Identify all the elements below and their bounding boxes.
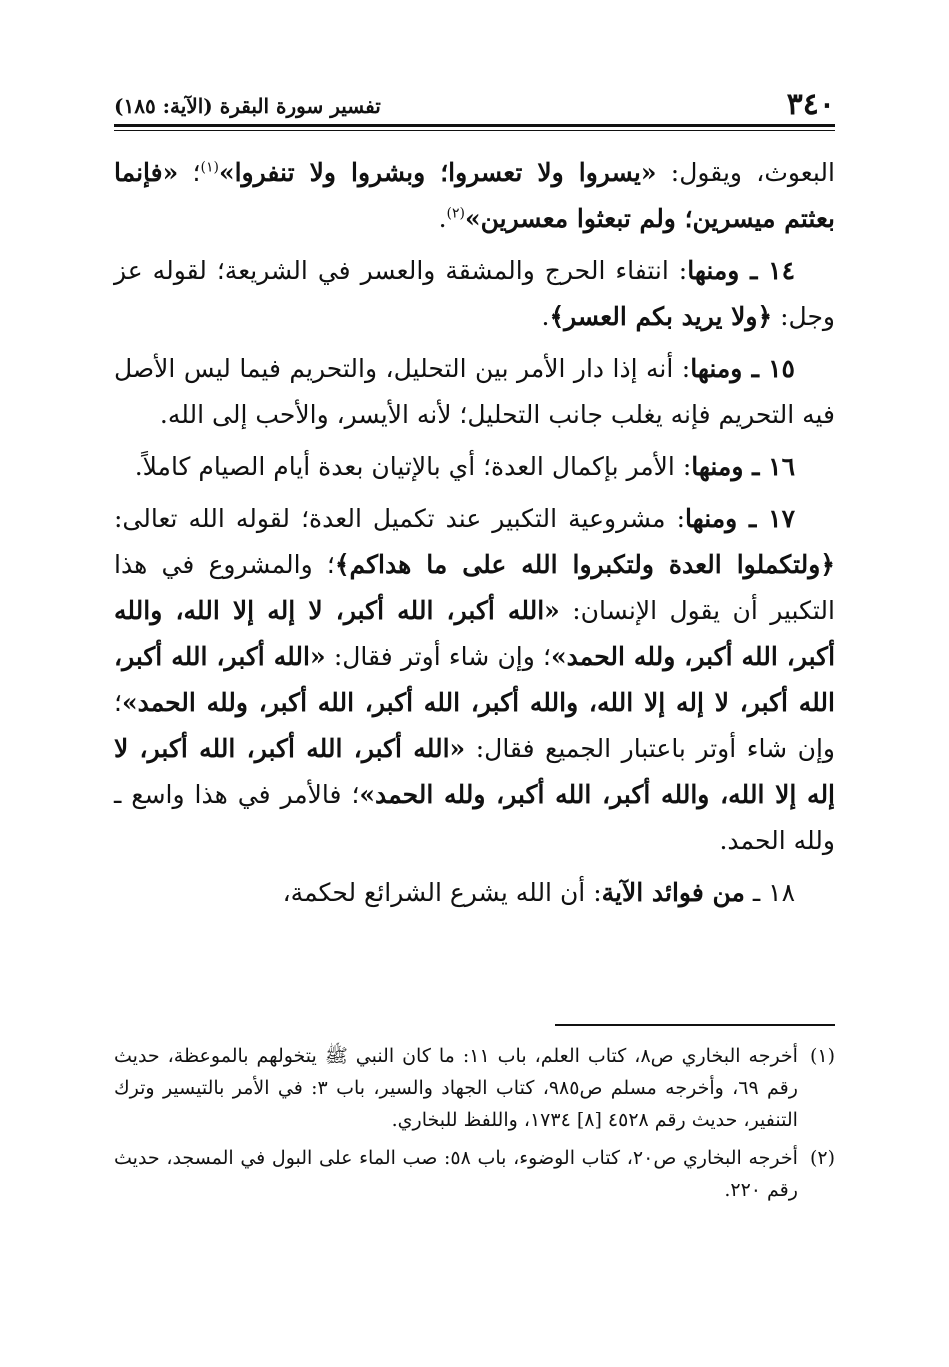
header-rule-thick [114, 124, 835, 127]
footnote-ref: (٢) [446, 205, 466, 222]
point-lead: ١٥ ـ ومنها [690, 354, 795, 383]
text-run: ؛ وإن شاء أوتر فقال: [325, 642, 552, 671]
text-run: : أن الله يشرع الشرائع لحكمة، [282, 878, 602, 907]
paragraph-17 [114, 496, 835, 864]
page-number: ٣٤٠ [786, 87, 835, 122]
text-run: . [438, 204, 447, 233]
text-run: ؛ والمشروع في هذا التكبير أن يقول الإنسان: [114, 550, 835, 625]
takbir-quote: «الله أكبر، الله أكبر، لا إله إلا الله، والله أكبر، الله أكبر، ولله الحمد» [114, 596, 836, 671]
hadith-quote: «فإنما بعثتم ميسرين؛ ولم تبعثوا معسرين» [114, 158, 835, 233]
footnote-2 [114, 1142, 835, 1206]
text-run: : انتفاء الحرج والمشقة والعسر في الشريعة؛ لقوله عز وجل: [114, 256, 835, 331]
quran-quote: ﴿ولتكملوا العدة ولتكبروا الله على ما هداكم﴾ [334, 550, 835, 579]
text-run: ؛ فالأمر في هذا واسع ـ ولله الحمد. [114, 780, 835, 855]
footnotes [114, 1040, 835, 1212]
text-run: ؛ [178, 158, 201, 187]
paragraph-14 [114, 248, 835, 340]
text-run: البعوث، ويقول: [656, 158, 835, 187]
text-run: . [541, 302, 550, 331]
point-lead: ١٦ ـ ومنها [691, 452, 795, 481]
footnote-number: (٢) [809, 1147, 835, 1169]
paragraph-18 [114, 870, 835, 916]
footnote-number: (١) [809, 1045, 835, 1067]
text-run: ١٨ ـ [744, 878, 795, 907]
point-lead: ١٤ ـ ومنها [687, 256, 795, 285]
text-run: ؛ وإن شاء أوتر باعتبار الجميع فقال: [114, 688, 835, 763]
footnote-text: أخرجه البخاري ص٨، كتاب العلم، باب ١١: ما كان النبي ﷺ يتخولهم بالموعظة، حديث رقم ٦٩، وأخرجه مسلم ص٩٨٥، كتاب الجهاد والسير، باب ٣: في الأمر بالتيسير وترك التنفير، حديث رقم ٤٥٢٨ [٨] ١٧٣٤، واللفظ للبخاري. [114, 1045, 798, 1131]
header-rule-thin [114, 130, 835, 131]
page-header [114, 80, 835, 120]
footnote-1 [114, 1040, 835, 1136]
text-run: : الأمر بإكمال العدة؛ أي بالإتيان بعدة أيام الصيام كاملاً. [134, 452, 692, 481]
point-lead: ١٧ ـ ومنها [685, 504, 795, 533]
paragraph-continuation [114, 150, 835, 242]
running-title: تفسير سورة البقرة (الآية: ١٨٥) [114, 94, 381, 118]
quran-quote: ﴿ولا يريد بكم العسر﴾ [549, 302, 773, 331]
text-run: : أنه إذا دار الأمر بين التحليل، والتحريم فيما ليس الأصل فيه التحريم فإنه يغلب جانب التحليل؛ لأنه الأيسر، والأحب إلى الله. [114, 354, 835, 429]
hadith-quote: «يسروا ولا تعسروا؛ وبشروا ولا تنفروا» [218, 158, 657, 187]
text-run: : مشروعية التكبير عند تكميل العدة؛ لقوله الله تعالى: [114, 504, 686, 533]
paragraph-16 [114, 444, 835, 490]
point-lead: من فوائد الآية [601, 878, 745, 907]
footnote-text: أخرجه البخاري ص٢٠، كتاب الوضوء، باب ٥٨: صب الماء على البول في المسجد، حديث رقم ٢٢٠. [114, 1147, 798, 1201]
takbir-quote: «الله أكبر، الله أكبر، الله أكبر، لا إله إلا الله، والله أكبر، الله أكبر، الله أكبر، ولله الحمد» [114, 642, 835, 717]
takbir-quote: «الله أكبر، الله أكبر، الله أكبر، لا إله إلا الله، والله أكبر، الله أكبر، ولله الحمد» [114, 734, 836, 809]
footnote-ref: (١) [200, 159, 219, 176]
footnote-separator [555, 1024, 835, 1026]
main-text [114, 150, 835, 922]
paragraph-15 [114, 346, 835, 438]
